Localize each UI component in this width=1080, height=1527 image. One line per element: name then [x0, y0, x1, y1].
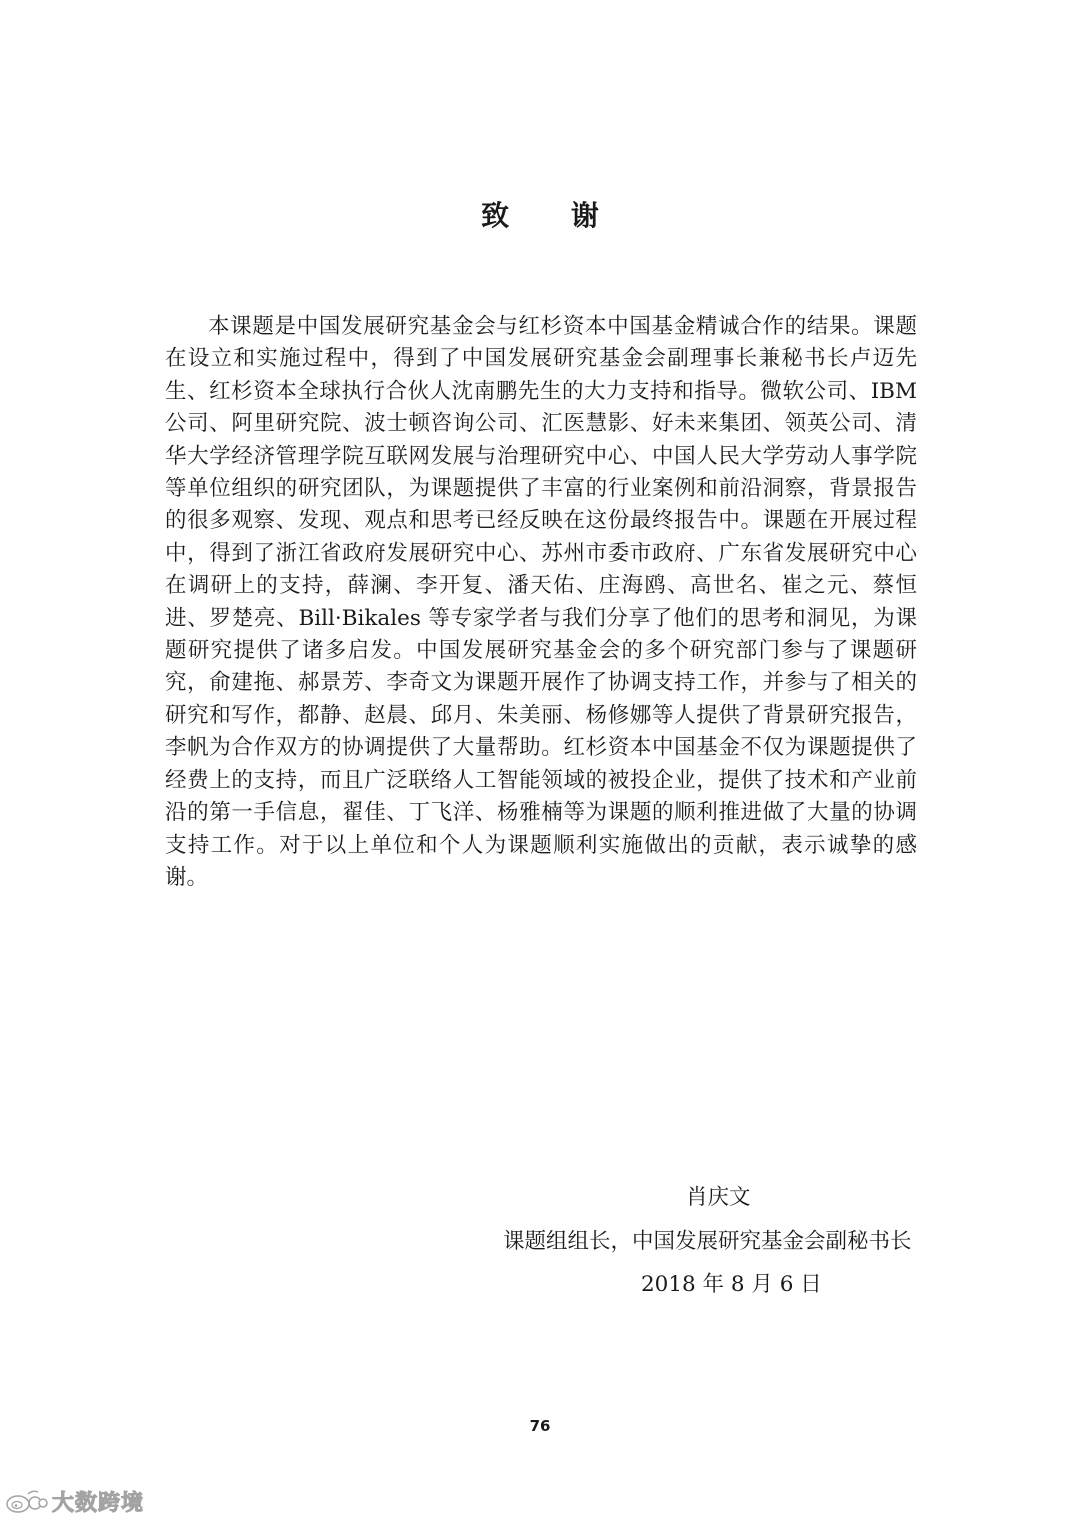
signature-date: 2018 年 8 月 6 日 — [641, 1272, 822, 1297]
watermark-text: 大数跨境 — [52, 1491, 145, 1516]
watermark — [4, 1486, 144, 1517]
acknowledgement-paragraph: 本课题是中国发展研究基金会与红杉资本中国基金精诚合作的结果。课题在设立和实施过程中，得到了中国发展研究基金会副理事长兼秘书长卢迈先生、红杉资本全球执行合伙人沈南鹏先生的大力支持和指导。微软公司、IBM 公司、阿里研究院、波士顿咨询公司、汇医慧影、好未来集团、领英公司、清华大学经济管理学院互联网发展与治理研究中心、中国人民大学劳动人事学院等单位组织的研究团队，为课题提供了丰富的行业案例和前沿洞察，背景报告的很多观察、发现、观点和思考已经反映在这份最终报告中。课题在开展过程中，得到了浙江省政府发展研究中心、苏州市委市政府、广东省发展研究中心在调研上的支持，薛澜、李开复、潘天佑、庄海鸥、高世名、崔之元、蔡恒进、罗楚亮、Bill·Bikales 等专家学者与我们分享了他们的思考和洞见，为课题研究提供了诸多启发。中国发展研究基金会的多个研究部门参与了课题研究，俞建拖、郝景芳、李奇文为课题开展作了协调支持工作，并参与了相关的研究和写作，都静、赵晨、邱月、朱美丽、杨修娜等人提供了背景研究报告，李帆为合作双方的协调提供了大量帮助。红杉资本中国基金不仅为课题提供了经费上的支持，而且广泛联络人工智能领域的被投企业，提供了技术和产业前沿的第一手信息，翟佳、丁飞洋、杨雅楠等为课题的顺利推进做了大量的协调支持工作。对于以上单位和个人为课题顺利实施做出的贡献，表示诚挚的感谢。 — [165, 314, 917, 890]
page-number: 76 — [529, 1417, 551, 1435]
weibo-logo-icon — [4, 1489, 48, 1515]
signature-role: 课题组组长，中国发展研究基金会副秘书长 — [503, 1229, 912, 1254]
page-title: 致 谢 — [481, 199, 625, 232]
signature-name: 肖庆文 — [686, 1185, 751, 1210]
